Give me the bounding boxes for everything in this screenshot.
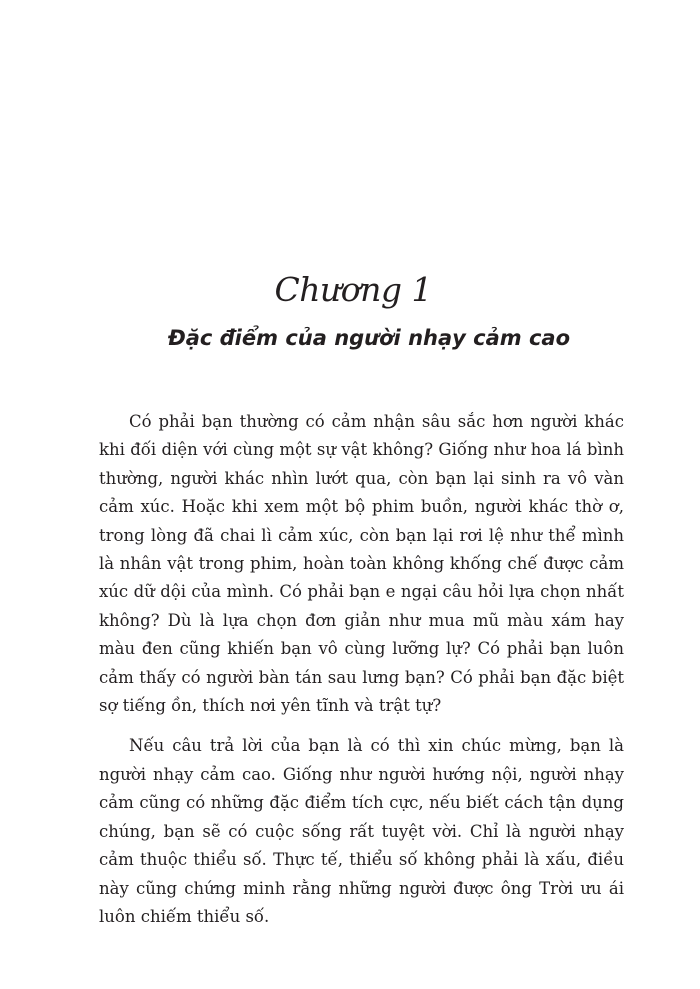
paragraph-1: Có phải bạn thường có cảm nhận sâu sắc hơn người khác khi đối diện với cùng một sự vật không? Giống như hoa lá bình thường, người khác nhìn lướt qua, còn bạn lại sinh ra vô vàn cảm xúc. Hoặc khi xem một bộ phim buồn, người khác thờ ơ, trong lòng đã chai lì cảm xúc, còn bạn lại rơi lệ như thể mình là nhân vật trong phim, hoàn toàn không khống chế được cảm xúc dữ dội của mình. Có phải bạn e ngại câu hỏi lựa chọn nhất không? Dù là lựa chọn đơn giản như mua mũ màu xám hay màu đen cũng khiến bạn vô cùng lưỡng lự? Có phải bạn luôn cảm thấy có người bàn tán sau lưng bạn? Có phải bạn đặc biệt sợ tiếng ồn, thích nơi yên tĩnh và trật tự? (99, 412, 624, 716)
chapter-title: Chương 1 (274, 270, 432, 309)
body-text (99, 408, 624, 943)
chapter-subtitle: Đặc điểm của người nhạy cảm cao (167, 326, 570, 350)
paragraph-2: Nếu câu trả lời của bạn là có thì xin chúc mừng, bạn là người nhạy cảm cao. Giống như người hướng nội, người nhạy cảm cũng có những đặc điểm tích cực, nếu biết cách tận dụng chúng, bạn sẽ có cuộc sống rất tuyệt vời. Chỉ là người nhạy cảm thuộc thiểu số. Thực tế, thiểu số không phải là xấu, điều này cũng chứng minh rằng những người được ông Trời ưu ái luôn chiếm thiểu số. (99, 736, 624, 926)
